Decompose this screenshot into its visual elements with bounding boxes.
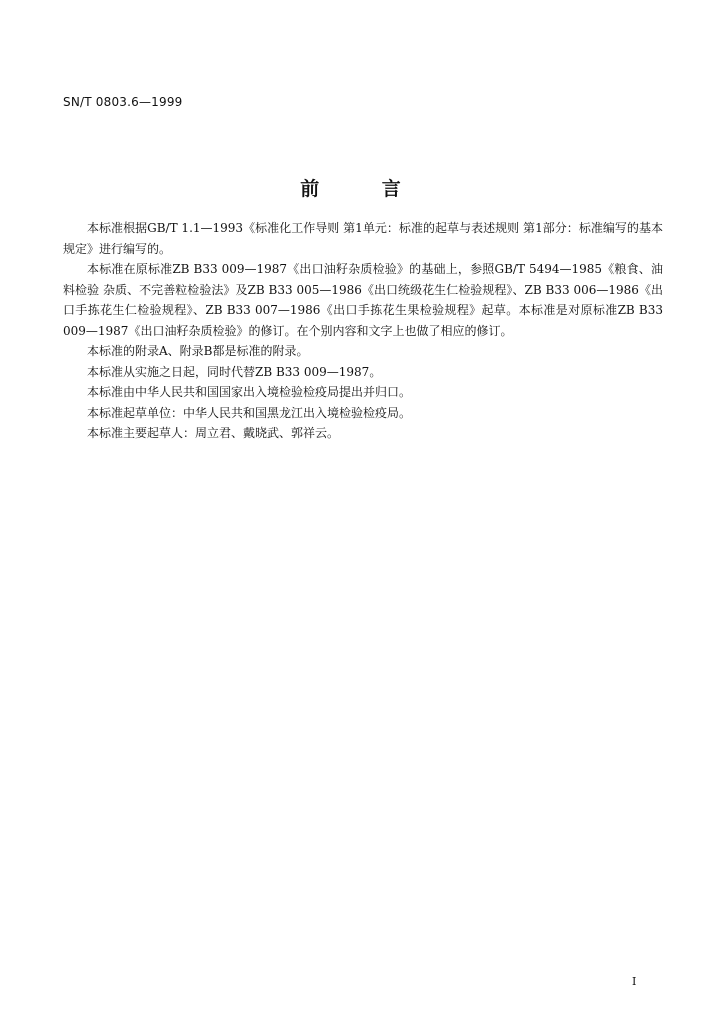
page-number: I (632, 975, 637, 988)
standard-number: SN/T 0803.6—1999 (63, 95, 183, 109)
foreword-body (63, 218, 663, 444)
paragraph-drafting-basis: 本标准根据GB/T 1.1—1993《标准化工作导则 第1单元：标准的起草与表述规则 第1部分：标准编写的基本规定》进行编写的。 (63, 221, 663, 256)
paragraph-annexes: 本标准的附录A、附录B都是标准的附录。 (87, 344, 309, 358)
paragraph-revision-history: 本标准在原标准ZB B33 009—1987《出口油籽杂质检验》的基础上，参照GB/T 5494—1985《粮食、油料检验 杂质、不完善粒检验法》及ZB B33 005—1986《出口统级花生仁检验规程》、ZB B33 006—1986《出口手拣花生仁检验规程》、ZB B33 007—1986《出口手拣花生果检验规程》起草。本标准是对原标准ZB B33 009—1987《出口油籽杂质检验》的修订。在个别内容和文字上也做了相应的修订。 (63, 262, 663, 338)
paragraph-drafting-unit: 本标准起草单位：中华人民共和国黑龙江出入境检验检疫局。 (87, 405, 412, 420)
page-title: 前 言 (300, 178, 402, 200)
paragraph-drafters: 本标准主要起草人：周立君、戴晓武、郭祥云。 (87, 426, 340, 440)
paragraph-replacement: 本标准从实施之日起，同时代替ZB B33 009—1987。 (87, 364, 382, 379)
paragraph-proposer: 本标准由中华人民共和国国家出入境检验检疫局提出并归口。 (87, 385, 412, 399)
